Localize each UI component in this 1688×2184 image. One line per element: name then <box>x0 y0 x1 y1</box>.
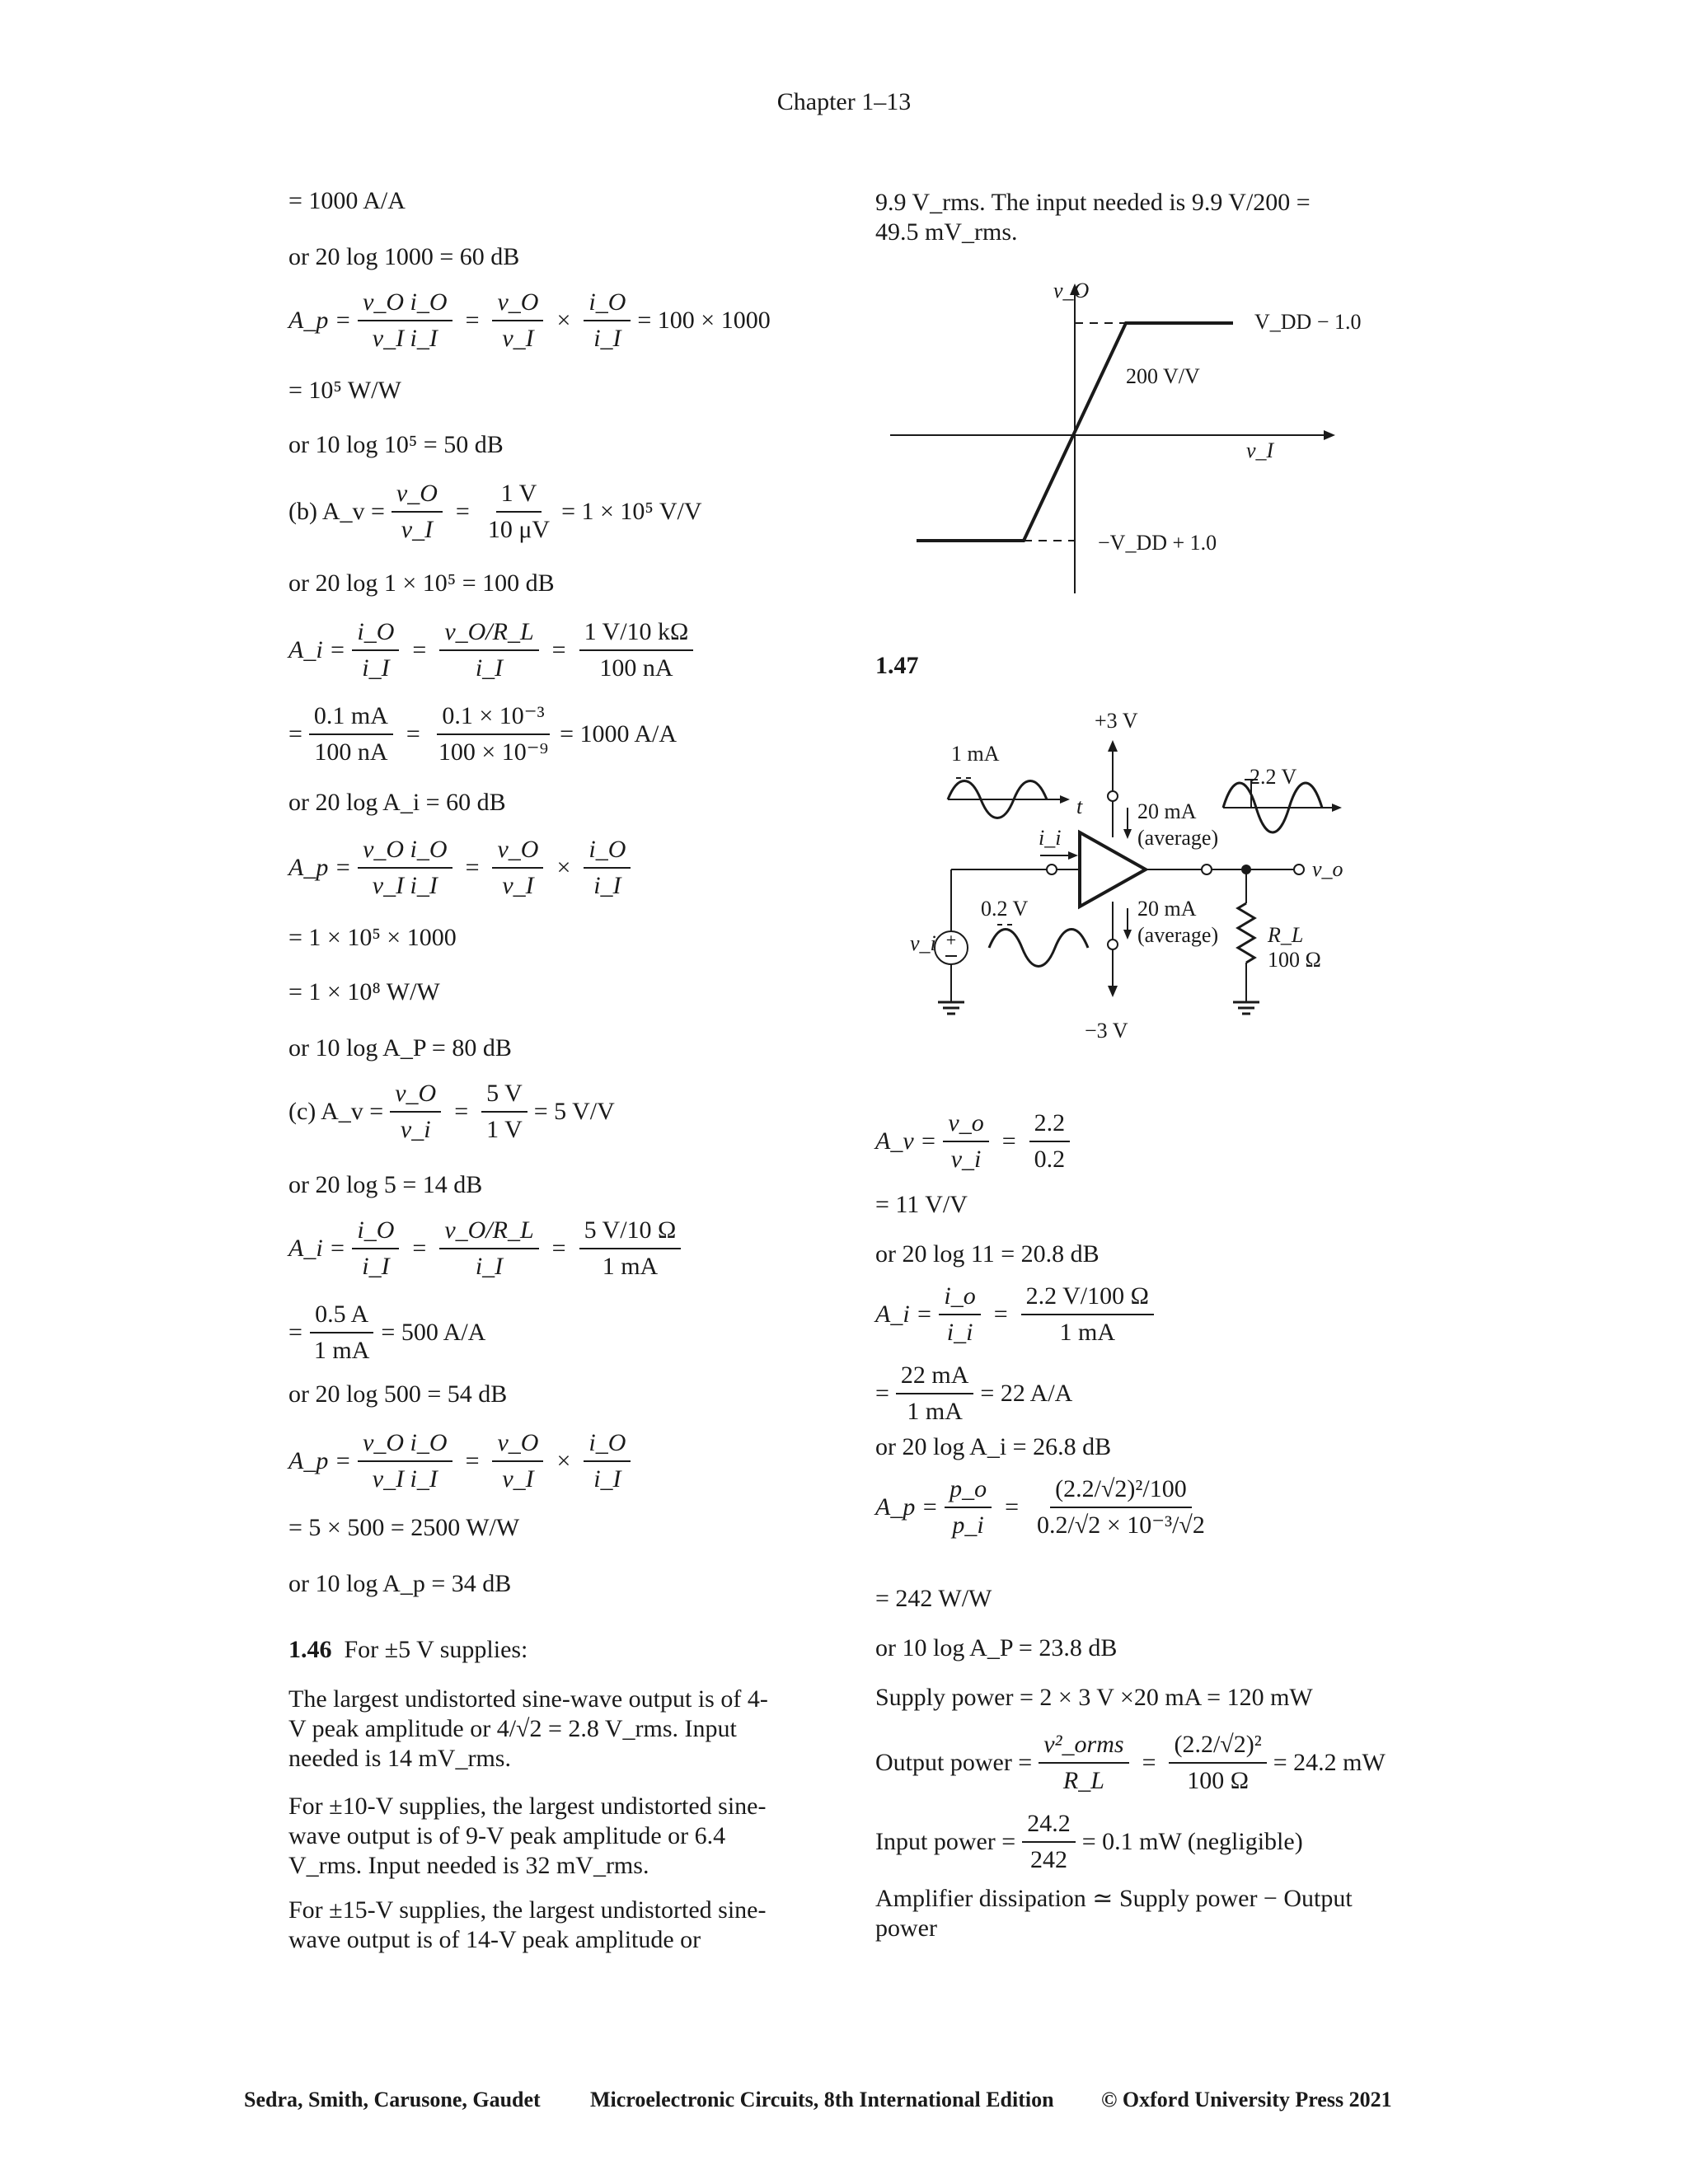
voltage-gain-eq: (c) A_v = $\frac{v\_O}{v\_i}$ = $\frac{5 V}{1 V}$ = 5 V/V <box>288 1080 615 1143</box>
eq-line: or 20 log 11 = 20.8 dB <box>875 1240 1100 1268</box>
eq-line: or 20 log 500 = 54 dB <box>288 1380 508 1408</box>
x-axis-arrow-icon <box>1324 430 1335 440</box>
eq-line: = 1 × 10⁵ × 1000 <box>288 924 457 951</box>
current-gain-eq: A_i = $\frac{i\_o}{i\_i}$ = $\frac{2.2 V/100 \Omega}{1 mA}$ <box>875 1282 1160 1347</box>
input-voltage-waveform <box>989 930 1088 967</box>
plus-sign-icon: + <box>945 930 957 950</box>
eq-line: or 20 log A_i = 26.8 dB <box>875 1433 1112 1460</box>
graph-x-label: v_I <box>1246 438 1274 462</box>
up-arrow-icon <box>1108 740 1118 752</box>
voltage-gain-eq: (b) A_v = $\frac{v\_O}{v\_I}$ = $\frac{1 V}{10 \mu V}$ = 1 × 10⁵ V/V <box>288 480 702 543</box>
eq-line: or 10 log A_P = 23.8 dB <box>875 1634 1118 1661</box>
current-gain-eq-2: = $\frac{22 mA}{1 mA}$ = 22 A/A <box>875 1361 1073 1425</box>
eq-line: or 20 log 1 × 10⁵ = 100 dB <box>288 569 555 597</box>
circuit-label: 0.2 V <box>981 897 1029 921</box>
circuit-label: −3 V <box>1085 1019 1128 1043</box>
eq-line: or 20 log 5 = 14 dB <box>288 1171 483 1198</box>
circuit-label: i_i <box>1039 826 1062 850</box>
voltage-gain-eq: A_v = $\frac{v\_o}{v\_i}$ = $\frac{2.2}{0.2}$ <box>875 1109 1076 1174</box>
eq-line: = 5 × 500 = 2500 W/W <box>288 1514 520 1541</box>
down-arrow-icon <box>1108 986 1118 997</box>
paragraph: The largest undistorted sine-wave output is of 4-V peak amplitude or 4/√2 = 2.8 V_rms. Input needed is 14 mV_rms. <box>288 1685 768 1772</box>
terminal <box>1202 865 1212 874</box>
right-arrow-icon <box>1332 804 1342 812</box>
circuit-label: +3 V <box>1095 709 1138 733</box>
terminal <box>1294 865 1304 874</box>
circuit-label: t <box>1076 794 1083 818</box>
eq-line: or 10 log A_p = 34 dB <box>288 1570 512 1597</box>
eq-line: = 242 W/W <box>875 1585 992 1612</box>
right-arrow-icon <box>1060 795 1070 804</box>
eq-line: or 10 log 10⁵ = 50 dB <box>288 431 504 458</box>
paragraph: For ±10-V supplies, the largest undistorted sine-wave output is of 9-V peak amplitude or 6.4 V_rms. Input needed is 32 mV_rms. <box>288 1793 767 1879</box>
resistor-icon <box>1238 903 1254 963</box>
paragraph: 9.9 V_rms. The input needed is 9.9 V/200 = 49.5 mV_rms. <box>875 189 1311 246</box>
graph-top-label: V_DD − 1.0 <box>1254 310 1362 334</box>
down-arrow-icon <box>1123 829 1132 839</box>
circuit-label: 20 mA <box>1137 897 1197 921</box>
paragraph: Amplifier dissipation ≃ Supply power − Output power <box>875 1885 1353 1942</box>
eq-line: or 20 log A_i = 60 dB <box>288 789 506 816</box>
output-power-eq: Output power = $\frac{\text{v²\_orms}}{R\_L}$ = $\frac{\text{(2.2/√2)²}}{100 \Omega}$ = 24.2 mW <box>875 1731 1386 1794</box>
graph-bottom-label: −V_DD + 1.0 <box>1098 531 1217 555</box>
circuit-label: R_L <box>1268 923 1304 947</box>
right-arrow-icon <box>1068 851 1078 860</box>
circuit-label: v_o <box>1312 857 1343 881</box>
terminal <box>1108 791 1118 801</box>
graph-y-label: v_O <box>1053 279 1090 302</box>
eq-line: or 20 log 1000 = 60 dB <box>288 243 520 270</box>
current-gain-eq-2: = $\frac{0.5 A}{1 mA}$ = 500 A/A <box>288 1301 486 1364</box>
footer-authors: Sedra, Smith, Carusone, Gaudet <box>244 2088 541 2111</box>
terminal <box>1047 865 1057 874</box>
footer-copyright: © Oxford University Press 2021 <box>1101 2088 1392 2111</box>
eq-line: Supply power = 2 × 3 V ×20 mA = 120 mW <box>875 1684 1313 1711</box>
problem-1-46-heading: 1.46 For ±5 V supplies: <box>288 1636 528 1663</box>
circuit-label: 1 mA <box>951 742 1000 766</box>
circuit-label: 100 Ω <box>1268 948 1321 972</box>
circuit-label: 20 mA <box>1137 799 1197 823</box>
current-gain-eq: A_i = $\frac{i\_O}{i\_I}$ = $\frac{v\_O/R\_L}{i\_I}$ = $\frac{1 V/10 k\Omega}{100 nA}$ <box>288 618 700 682</box>
footer-book: Microelectronic Circuits, 8th International Edition <box>590 2088 1054 2111</box>
eq-line: = 1 × 10⁸ W/W <box>288 978 440 1005</box>
power-gain-eq: A_p = $\frac{\text{v\_O i\_O}}{\text{v\_I i\_I}}$ = $\frac{v\_O}{v\_I}$ × $\frac{i\_O}{i\_I}$ <box>288 836 637 900</box>
circuit-label: (average) <box>1137 923 1219 947</box>
circuit-label: (average) <box>1137 826 1219 850</box>
down-arrow-icon <box>1123 930 1132 940</box>
power-gain-eq: A_p = $\frac{p\_o}{p\_i}$ = $\frac{\text{(2.2/√2)²/100}}{\text{0.2/√2 × 10⁻³/√2}}$ <box>875 1475 1205 1539</box>
eq-line: = 11 V/V <box>875 1191 968 1218</box>
eq-line: = 10⁵ W/W <box>288 377 401 404</box>
current-gain-eq-2: = $\frac{0.1 mA}{100 nA}$ = $\frac{\text{0.1 × 10⁻³}}{\text{100 × 10⁻⁹}}$ = 1000 A/A <box>288 702 677 766</box>
problem-1-47-heading: 1.47 <box>875 652 919 679</box>
page-header: Chapter 1–13 <box>776 88 912 115</box>
eq-line: = 1000 A/A <box>288 187 406 214</box>
amplifier-triangle <box>1080 832 1146 907</box>
circuit-label: v_i <box>910 931 936 955</box>
current-gain-eq: A_i = $\frac{i\_O}{i\_I}$ = $\frac{v\_O/R\_L}{i\_I}$ = $\frac{5 V/10 \Omega}{1 mA}$ <box>288 1216 687 1281</box>
power-gain-eq: A_p = $\frac{\text{v\_O i\_O}}{\text{v\_I i\_I}}$ = $\frac{v\_O}{v\_I}$ × $\frac{i\_O}{i\_I}$ = 100 × 1000 <box>288 288 771 352</box>
terminal <box>1108 940 1118 949</box>
power-gain-eq: A_p = $\frac{\text{v\_O i\_O}}{\text{v\_I i\_I}}$ = $\frac{v\_O}{v\_I}$ × $\frac{i\_O}{i\_I}$ <box>288 1429 637 1493</box>
graph-slope-label: 200 V/V <box>1126 364 1200 388</box>
paragraph: For ±15-V supplies, the largest undistorted sine-wave output is of 14-V peak amplitude or <box>288 1896 767 1953</box>
circuit-label: 2.2 V <box>1250 765 1297 789</box>
eq-line: or 10 log A_P = 80 dB <box>288 1034 512 1062</box>
input-power-eq: Input power = $\frac{24.2}{242}$ = 0.1 mW (negligible) <box>875 1810 1303 1873</box>
